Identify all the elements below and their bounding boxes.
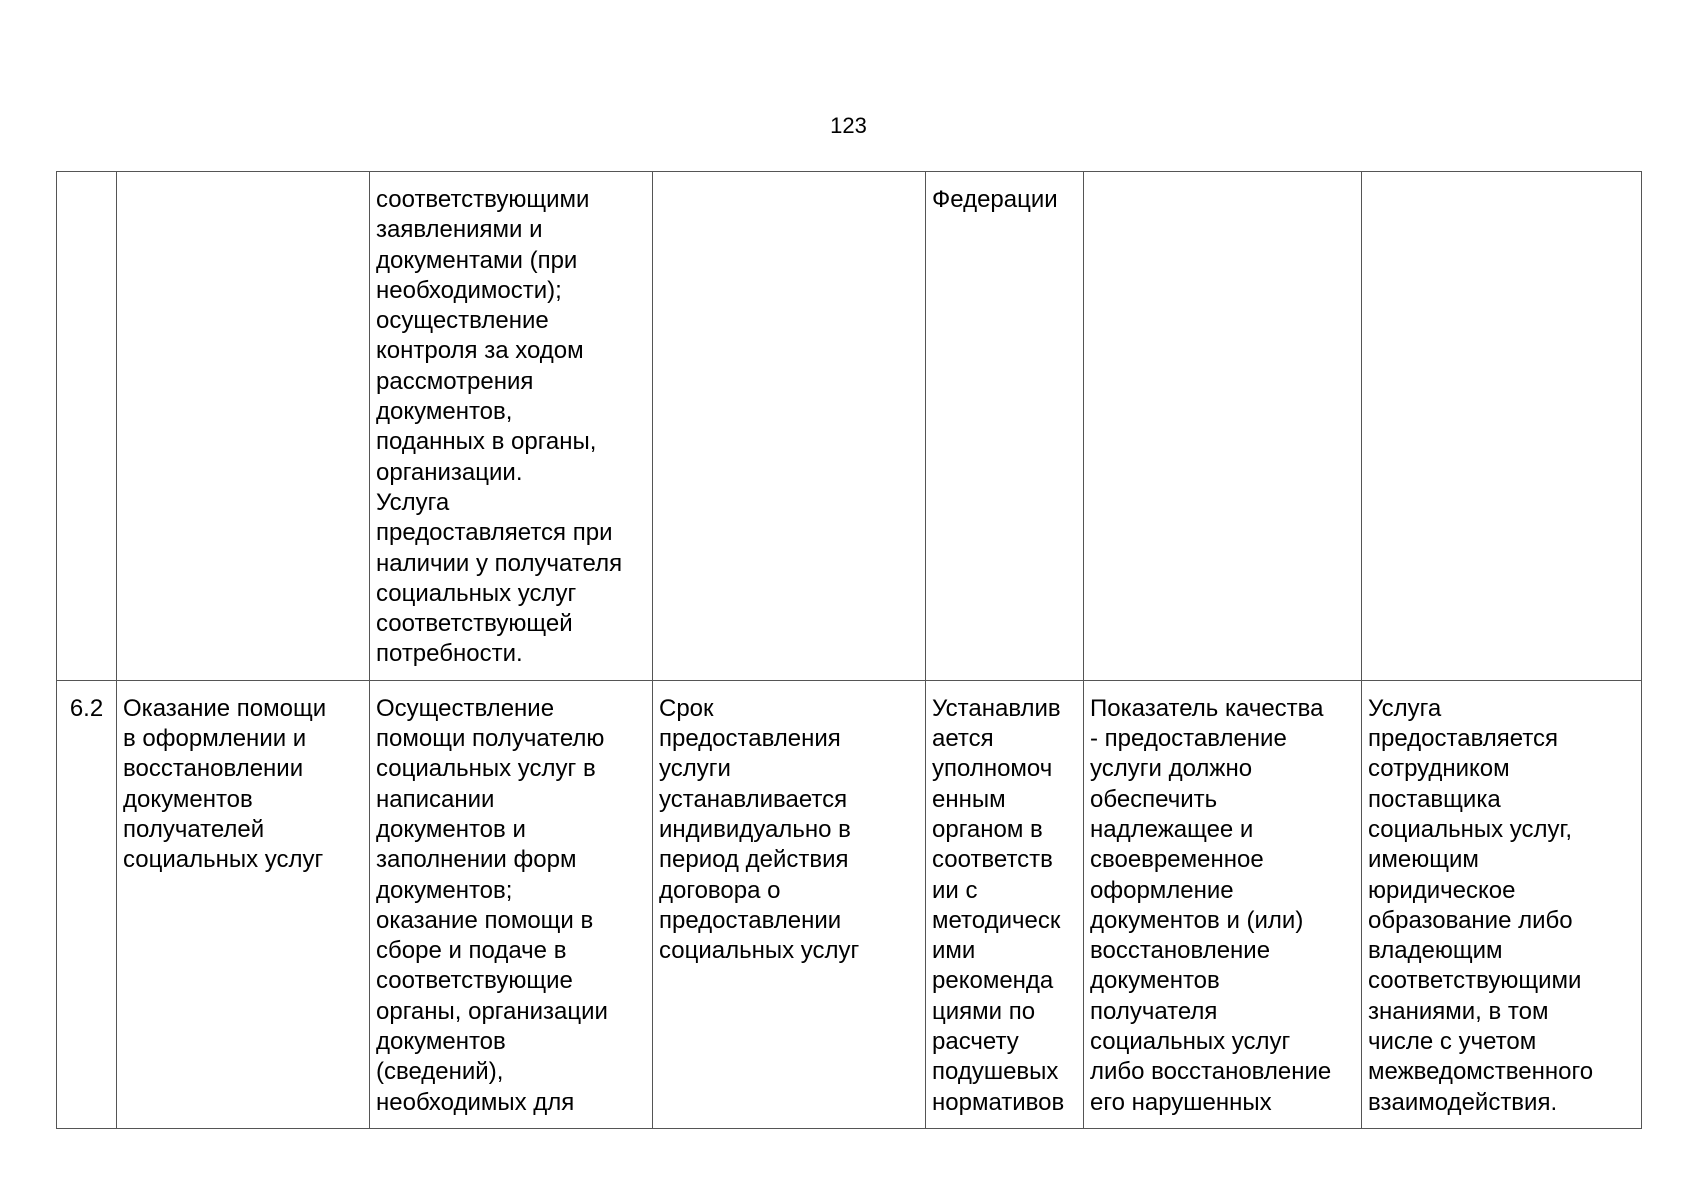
service-description-cell: соответствующими заявлениями и документами (при необходимости); осуществление контроля за ходом рассмотрения документов, поданных в органы, организации. Услуга предоставляется при наличии у получателя социальных услуг соответствующей потребности. — [370, 172, 653, 681]
service-quality-cell — [1084, 172, 1362, 681]
table-row — [57, 680, 1642, 1128]
table-row — [57, 172, 1642, 681]
service-norm-cell: Федерации — [926, 172, 1084, 681]
service-conditions-cell: Услуга предоставляется сотрудником поставщика социальных услуг, имеющим юридическое образование либо владеющим соответствующими знаниями, в том числе с учетом межведомственного взаимодействия. — [1362, 680, 1642, 1128]
service-conditions-cell — [1362, 172, 1642, 681]
service-term-cell: Срок предоставления услуги устанавливается индивидуально в период действия договора о предоставлении социальных услуг — [653, 680, 926, 1128]
service-quality-cell: Показатель качества - предоставление услуги должно обеспечить надлежащее и своевременное оформление документов и (или) восстановление документов получателя социальных услуг либо восстановление его нарушенных — [1084, 680, 1362, 1128]
services-table — [56, 171, 1642, 1129]
service-name-cell: Оказание помощи в оформлении и восстановлении документов получателей социальных услуг — [117, 680, 370, 1128]
page-number: 123 — [830, 113, 867, 138]
service-number-cell — [57, 172, 117, 681]
service-term-cell — [653, 172, 926, 681]
service-description-cell: Осуществление помощи получателю социальных услуг в написании документов и заполнении форм документов; оказание помощи в сборе и подаче в соответствующие органы, организации документов (сведений), необходимых для — [370, 680, 653, 1128]
service-number-cell: 6.2 — [57, 680, 117, 1128]
service-name-cell — [117, 172, 370, 681]
service-norm-cell: Устанавлив ается уполномоч енным органом в соответств ии с методическ ими рекоменда циями по расчету подушевых нормативов — [926, 680, 1084, 1128]
